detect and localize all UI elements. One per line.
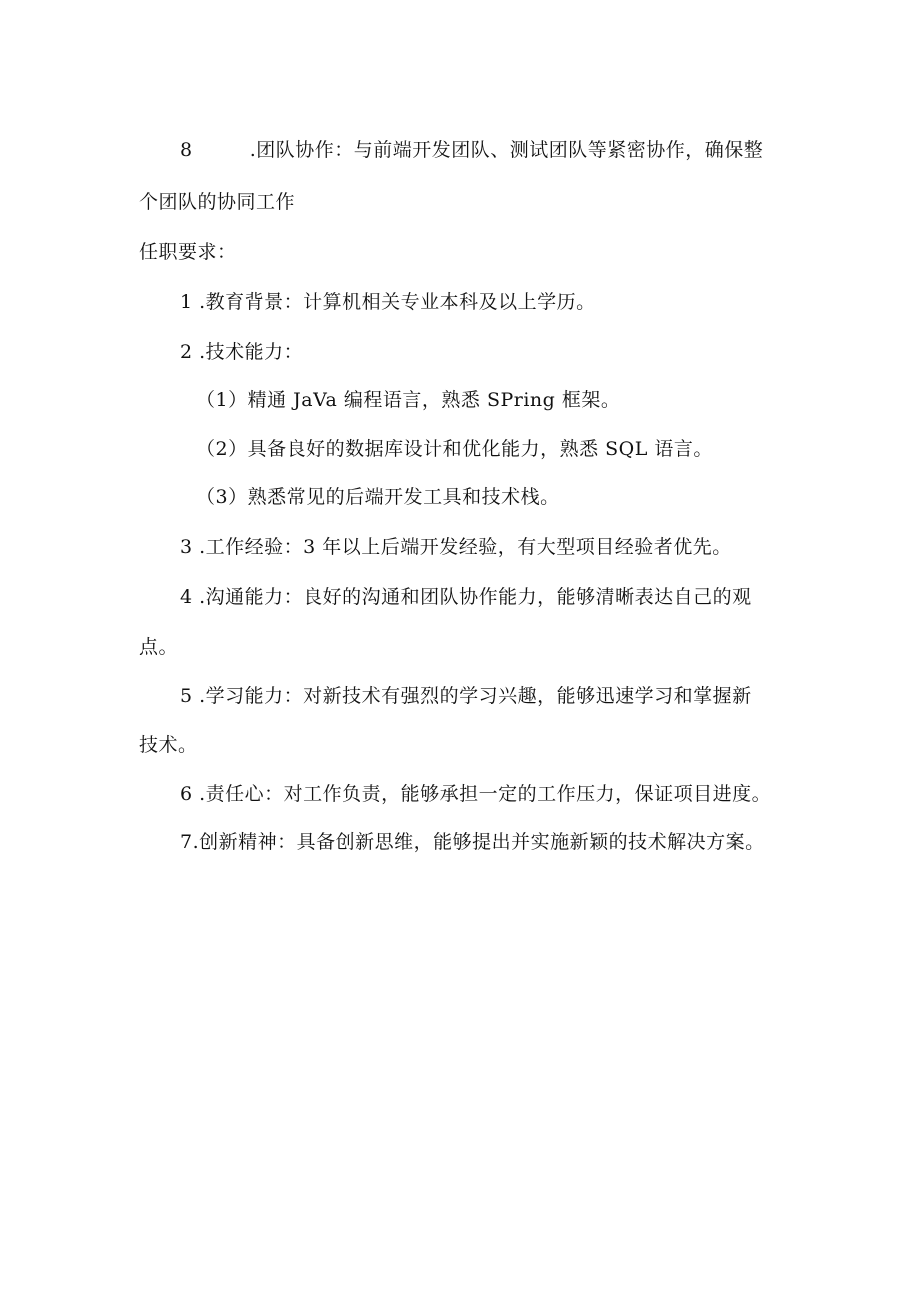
requirement-4-line-1: 4 .沟通能力：良好的沟通和团队协作能力，能够清晰表达自己的观 bbox=[180, 586, 752, 608]
item-8-text: .团队协作：与前端开发团队、测试团队等紧密协作，确保整 bbox=[249, 139, 764, 161]
requirement-2-sub-2: （2）具备良好的数据库设计和优化能力，熟悉 SQL 语言。 bbox=[196, 438, 713, 460]
requirement-2-sub-3: （3）熟悉常见的后端开发工具和技术栈。 bbox=[196, 486, 560, 508]
requirement-2: 2 .技术能力： bbox=[180, 341, 304, 363]
item-8-line-2: 个团队的协同工作 bbox=[139, 191, 296, 213]
requirement-2-sub-1: （1）精通 JaVa 编程语言，熟悉 SPring 框架。 bbox=[196, 389, 621, 411]
requirement-5-line-1: 5 .学习能力：对新技术有强烈的学习兴趣，能够迅速学习和掌握新 bbox=[180, 685, 752, 707]
requirement-3: 3 .工作经验：3 年以上后端开发经验，有大型项目经验者优先。 bbox=[180, 536, 732, 558]
requirement-6: 6 .责任心：对工作负责，能够承担一定的工作压力，保证项目进度。 bbox=[180, 783, 772, 805]
item-8-number: 8 bbox=[180, 139, 193, 161]
item-8-line-1 bbox=[180, 138, 763, 162]
requirement-5-line-2: 技术。 bbox=[139, 734, 198, 756]
requirement-1: 1 .教育背景：计算机相关专业本科及以上学历。 bbox=[180, 291, 596, 313]
requirement-4-line-2: 点。 bbox=[139, 636, 179, 658]
requirements-heading: 任职要求： bbox=[139, 241, 237, 263]
requirement-7: 7.创新精神：具备创新思维，能够提出并实施新颖的技术解决方案。 bbox=[180, 831, 765, 853]
